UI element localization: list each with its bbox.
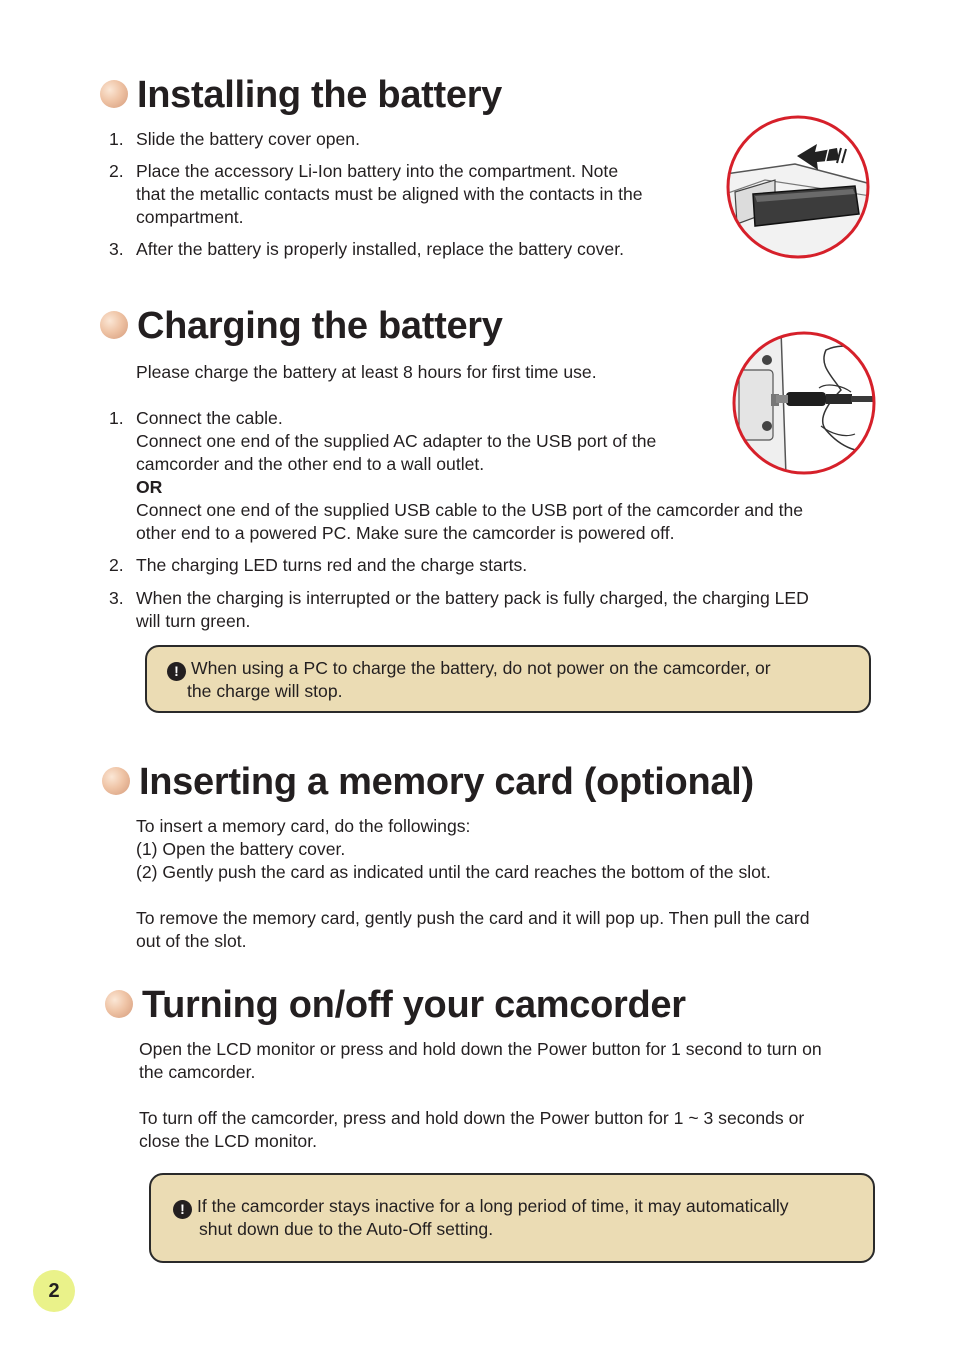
auto-off-note-box — [149, 1173, 875, 1263]
usb-cable-illustration — [731, 330, 877, 476]
section-bullet-icon — [100, 311, 128, 339]
section-bullet-icon — [100, 80, 128, 108]
charging-note-text-1: When using a PC to charge the battery, do not power on the camcorder, or — [191, 658, 771, 678]
memory-line1: To insert a memory card, do the followings: — [136, 816, 471, 836]
charge-step-3-line2: will turn green. — [136, 611, 251, 631]
charge-step-1-line4: other end to a powered PC. Make sure the camcorder is powered off. — [136, 523, 675, 543]
step-number: 1. — [109, 129, 124, 149]
section-bullet-icon — [102, 767, 130, 795]
power-line1: Open the LCD monitor or press and hold down the Power button for 1 second to turn on — [139, 1039, 822, 1059]
install-step-2-line1: Place the accessory Li-Ion battery into the compartment. Note — [136, 161, 619, 181]
step-number: 3. — [109, 588, 124, 608]
charge-step-1-line2: camcorder and the other end to a wall outlet. — [136, 454, 485, 474]
install-step-1: Slide the battery cover open. — [136, 129, 360, 149]
heading-installing-battery: Installing the battery — [137, 74, 503, 116]
step-number: 2. — [109, 161, 124, 181]
heading-power: Turning on/off your camcorder — [142, 984, 686, 1026]
charge-step-1-or: OR — [136, 477, 163, 497]
section-bullet-icon — [105, 990, 133, 1018]
power-line2: the camcorder. — [139, 1062, 256, 1082]
charge-step-1-head: Connect the cable. — [136, 408, 283, 428]
install-step-2-line3: compartment. — [136, 207, 244, 227]
charge-step-2: The charging LED turns red and the charge starts. — [136, 555, 528, 575]
auto-off-note-text-1: If the camcorder stays inactive for a long period of time, it may automatically — [197, 1196, 789, 1216]
page-number-badge: 2 — [33, 1270, 75, 1312]
step-number: 1. — [109, 408, 124, 428]
charge-step-1-line1: Connect one end of the supplied AC adapter to the USB port of the — [136, 431, 657, 451]
charge-step-3-line1: When the charging is interrupted or the battery pack is fully charged, the charging LED — [136, 588, 809, 608]
charging-note-line2: the charge will stop. — [187, 681, 343, 701]
battery-insert-illustration — [725, 114, 871, 260]
step-number: 2. — [109, 555, 124, 575]
memory-line3: (2) Gently push the card as indicated until the card reaches the bottom of the slot. — [136, 862, 771, 882]
heading-charging-battery: Charging the battery — [137, 305, 503, 347]
install-step-2-line2: that the metallic contacts must be aligned with the contacts in the — [136, 184, 643, 204]
heading-memory-card: Inserting a memory card (optional) — [139, 761, 754, 803]
memory-line2: (1) Open the battery cover. — [136, 839, 346, 859]
charge-step-1-line3: Connect one end of the supplied USB cable to the USB port of the camcorder and the — [136, 500, 804, 520]
power-line3: To turn off the camcorder, press and hold down the Power button for 1 ~ 3 seconds or — [139, 1108, 805, 1128]
auto-off-note-line2: shut down due to the Auto-Off setting. — [199, 1219, 494, 1239]
warning-icon: ! — [167, 662, 186, 681]
charge-intro: Please charge the battery at least 8 hours for first time use. — [136, 362, 597, 382]
memory-line5: out of the slot. — [136, 931, 247, 951]
memory-line4: To remove the memory card, gently push the card and it will pop up. Then pull the card — [136, 908, 810, 928]
power-line4: close the LCD monitor. — [139, 1131, 317, 1151]
auto-off-note-line1 — [173, 1195, 789, 1219]
install-step-3: After the battery is properly installed, replace the battery cover. — [136, 239, 624, 259]
warning-icon: ! — [173, 1200, 192, 1219]
charging-note-line1 — [167, 657, 771, 681]
step-number: 3. — [109, 239, 124, 259]
charging-note-box — [145, 645, 871, 713]
